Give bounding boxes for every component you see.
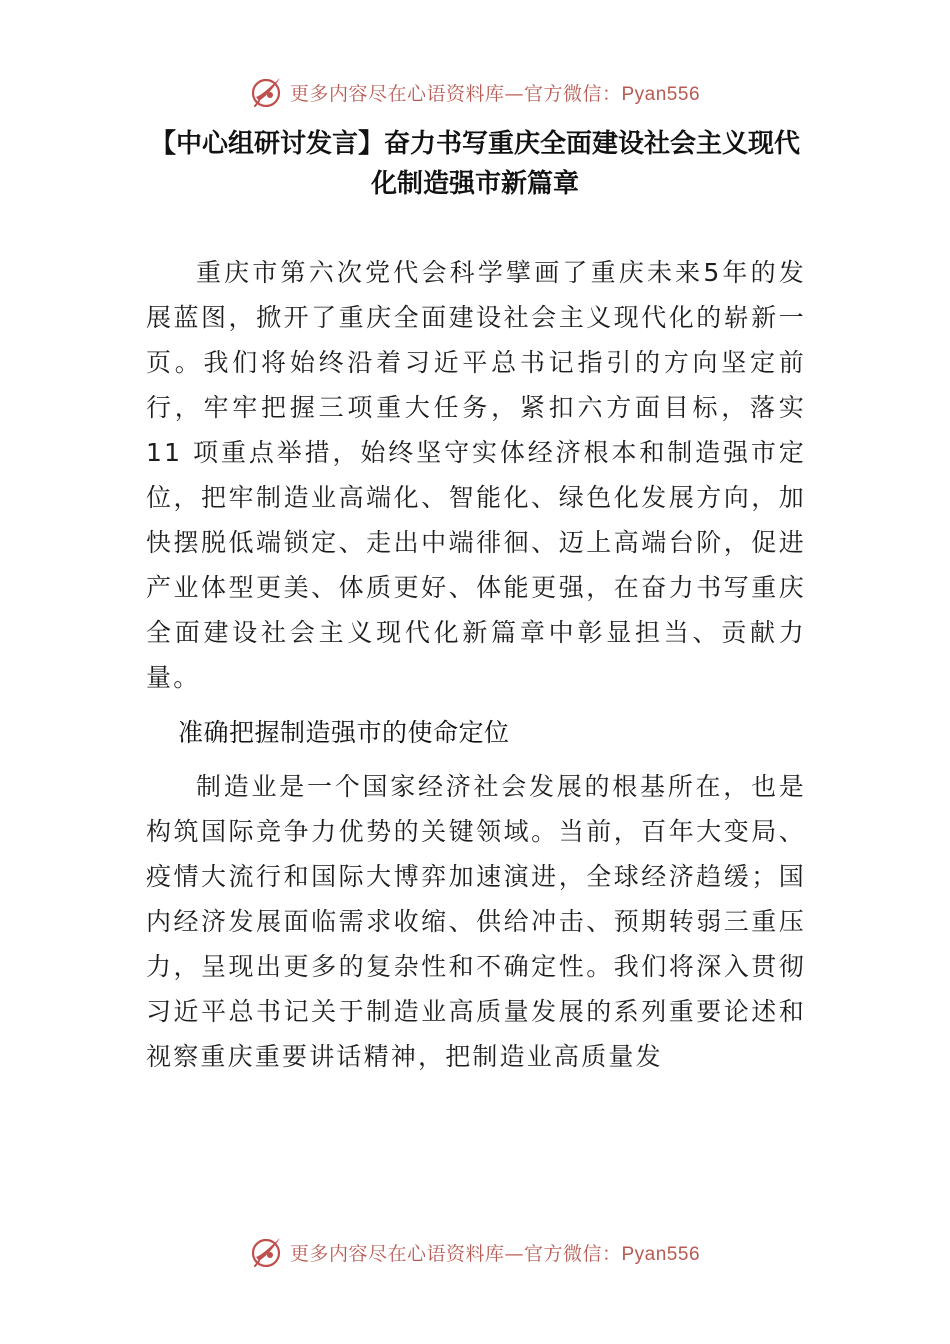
quill-logo-icon (250, 75, 284, 109)
intro-paragraph: 重庆市第六次党代会科学擘画了重庆未来5年的发展蓝图，掀开了重庆全面建设社会主义现代化的崭新一页。我们将始终沿着习近平总书记指引的方向坚定前行，牢牢把握三项重大任务，紧扣六方面目标，落实 11 项重点举措，始终坚守实体经济根本和制造强市定位，把牢制造业高端化、智能化、绿色化发展方向，加快摆脱低端锁定、走出中端徘徊、迈上高端台阶，促进产业体型更美、体质更好、体能更强，在奋力书写重庆全面建设社会主义现代化新篇章中彰显担当、贡献力量。 (146, 258, 806, 692)
footer-banner-wechat-id: Pyan556 (621, 1243, 701, 1265)
document-title: 【中心组研讨发言】奋力书写重庆全面建设社会主义现代化制造强市新篇章 (149, 129, 800, 199)
header-banner-text-cn: 更多内容尽在心语资料库—官方微信： (289, 82, 622, 105)
section-heading: 准确把握制造强市的使命定位 (178, 718, 510, 747)
document-body (146, 250, 806, 1079)
header-banner-wechat-id: Pyan556 (621, 83, 701, 105)
footer-banner-text (290, 1239, 700, 1266)
section-paragraph: 制造业是一个国家经济社会发展的根基所在，也是构筑国际竞争力优势的关键领域。当前，百年大变局、疫情大流行和国际大博弈加速演进，全球经济趋缓；国内经济发展面临需求收缩、供给冲击、预期转弱三重压力，呈现出更多的复杂性和不确定性。我们将深入贯彻习近平总书记关于制造业高质量发展的系列重要论述和视察重庆重要讲话精神，把制造业高质量发 (146, 772, 806, 1071)
footer-banner-text-cn: 更多内容尽在心语资料库—官方微信： (289, 1242, 622, 1265)
header-banner-text (290, 79, 700, 106)
quill-logo-icon (250, 1235, 284, 1269)
footer-banner (0, 1232, 950, 1272)
header-banner (0, 72, 950, 112)
